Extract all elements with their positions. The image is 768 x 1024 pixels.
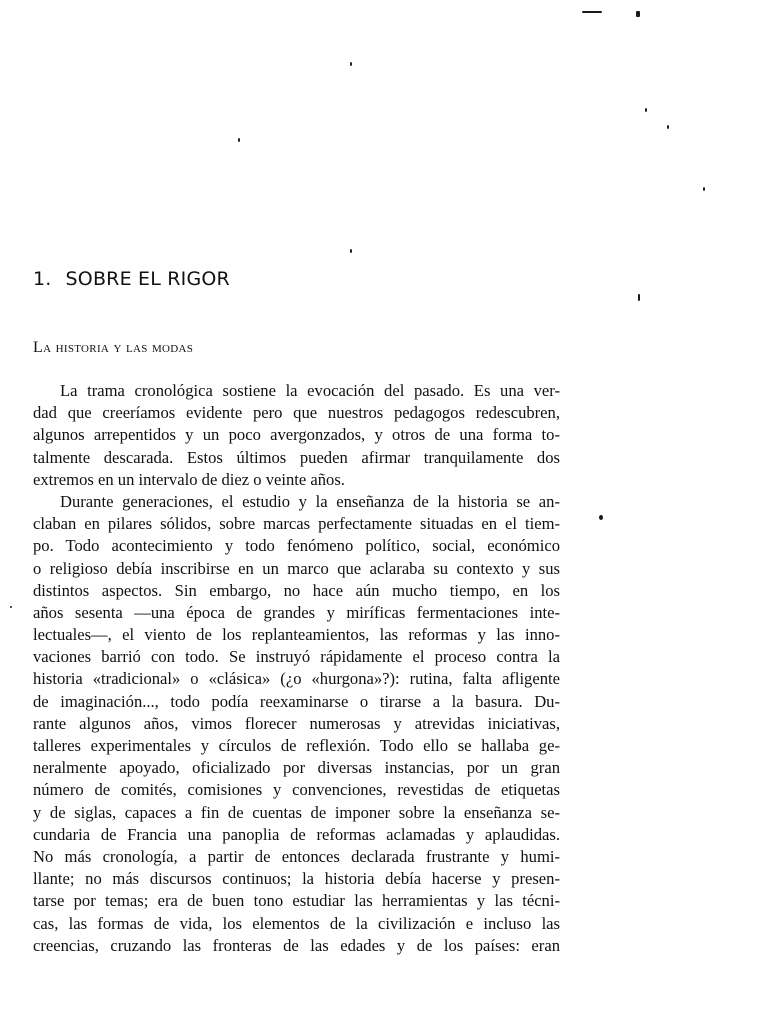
scan-speck: [238, 138, 240, 142]
text-line: o religioso debía inscribirse en un marco que aclaraba su contexto y sus: [33, 558, 560, 578]
text-line: po. Todo acontecimiento y todo fenómeno político, social, económico: [33, 536, 560, 556]
scan-speck: [645, 108, 647, 112]
scan-speck: [350, 62, 352, 66]
section-heading: La historia y las modas: [33, 339, 194, 356]
scan-speck: [667, 125, 669, 129]
scan-speck: [636, 11, 640, 17]
text-line: cundaria de Francia una panoplia de reformas aclamadas y aplaudidas.: [33, 824, 560, 844]
text-line: La trama cronológica sostiene la evocación del pasado. Es una ver-: [60, 381, 560, 400]
text-line: dad que creeríamos evidente pero que nuestros pedagogos redescubren,: [33, 403, 560, 423]
text-line: de imaginación..., todo podía reexaminarse o tirarse a la basura. Du-: [33, 691, 560, 711]
text-line: Durante generaciones, el estudio y la enseñanza de la historia se an-: [60, 491, 560, 511]
text-line: años sesenta —una época de grandes y miríficas fermentaciones inte-: [33, 602, 560, 622]
text-line: número de comités, comisiones y convenciones, revestidas de etiquetas: [33, 780, 560, 800]
scan-speck: [350, 249, 352, 253]
text-line: claban en pilares sólidos, sobre marcas perfectamente situadas en el tiem-: [33, 514, 560, 534]
text-line: neralmente apoyado, oficializado por diversas instancias, por un gran: [33, 758, 560, 778]
text-line: cas, las formas de vida, los elementos de la civilización e incluso las: [33, 913, 560, 933]
text-line: tarse por temas; era de buen tono estudiar las herramientas y las técni-: [33, 891, 560, 911]
text-line: lectuales—, el viento de los replanteamientos, las reformas y las inno-: [33, 625, 560, 645]
scan-speck: [638, 294, 640, 301]
chapter-title: [33, 268, 230, 290]
text-line: distintos aspectos. Sin embargo, no hace aún mucho tiempo, en los: [33, 580, 560, 600]
scan-speck: [703, 187, 705, 191]
body-text: [33, 380, 560, 957]
scan-speck: [599, 515, 603, 520]
text-line: extremos en un intervalo de diez o veinte años.: [33, 469, 345, 489]
chapter-number: 1.: [33, 268, 52, 290]
chapter-title-text: SOBRE EL RIGOR: [65, 268, 230, 290]
text-line: talmente descarada. Estos últimos pueden afirmar tranquilamente dos: [33, 447, 560, 467]
text-line: rante algunos años, vimos florecer numerosas y atrevidas iniciativas,: [33, 713, 560, 733]
text-line: creencias, cruzando las fronteras de las edades y de los países: eran: [33, 935, 560, 955]
text-line: y de siglas, capaces a fin de cuentas de imponer sobre la enseñanza se-: [33, 802, 560, 822]
text-line: historia «tradicional» o «clásica» (¿o «hurgona»?): rutina, falta afligente: [33, 669, 560, 689]
text-line: talleres experimentales y círculos de reflexión. Todo ello se hallaba ge-: [33, 736, 560, 755]
text-line: vaciones barrió con todo. Se instruyó rápidamente el proceso contra la: [33, 647, 560, 667]
scan-speck: [10, 606, 12, 608]
text-line: llante; no más discursos continuos; la historia debía hacerse y presen-: [33, 869, 560, 889]
text-line: algunos arrepentidos y un poco avergonzados, y otros de una forma to-: [33, 425, 560, 445]
scan-speck: [582, 11, 602, 13]
text-line: No más cronología, a partir de entonces declarada frustrante y humi-: [33, 846, 560, 866]
